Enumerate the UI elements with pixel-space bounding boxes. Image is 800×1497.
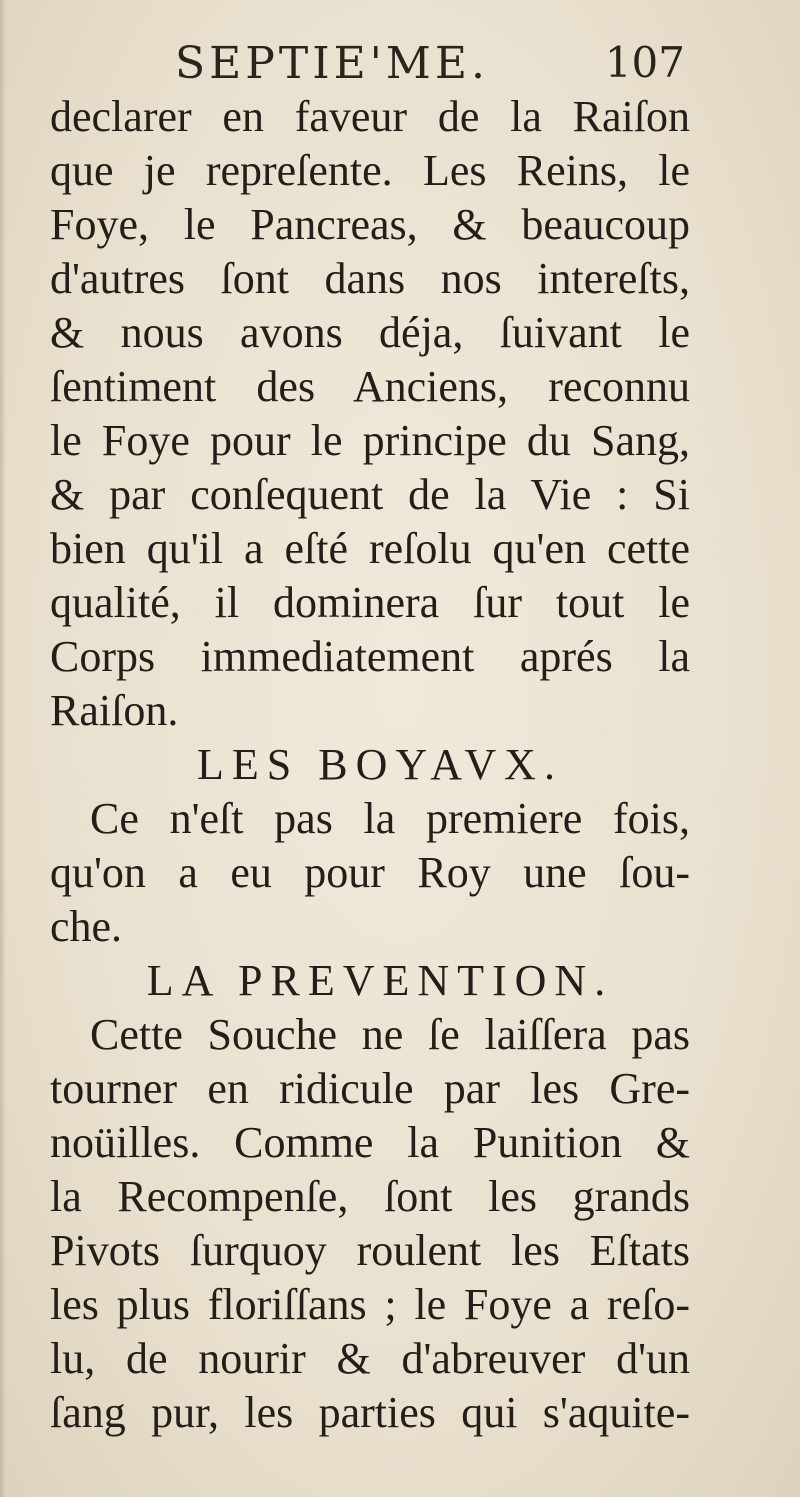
text-line: declarer en faveur de la Raiſon [50,92,690,141]
section-heading-boyaux: LES BOYAVX. [197,740,563,789]
text-line: Pivots ſurquoy roulent les Eſtats [50,1226,690,1275]
text-line: d'autres ſont dans nos intereſts, [50,254,690,303]
page-number: 107 [604,38,685,87]
text-line: que je repreſente. Les Reins, le [50,146,690,195]
text-line: le Foye pour le principe du Sang, [50,416,690,465]
text-line: bien qu'il a eſté reſolu qu'en cette [50,524,690,573]
text-line: Ce n'eſt pas la premiere fois, [90,794,690,843]
text-line: Cette Souche ne ſe laiſſera pas [90,1010,690,1059]
text-line: ſentiment des Anciens, reconnu [50,362,690,411]
text-line: qu'on a eu pour Roy une ſou- [50,848,690,897]
running-head: SEPTIE'ME. [175,38,489,89]
text-line: Raiſon. [50,686,179,735]
text-line: ſang pur, les parties qui s'aquite- [50,1388,690,1437]
text-line: tourner en ridicule par les Gre- [50,1064,690,1113]
text-line: Foye, le Pancreas, & beaucoup [50,200,690,249]
text-line: noüilles. Comme la Punition & [50,1118,690,1167]
text-line: les plus floriſſans ; le Foye a reſo- [50,1280,690,1329]
text-line: che. [50,902,123,951]
section-heading-prevention: LA PREVENTION. [146,956,614,1005]
text-line: la Recompenſe, ſont les grands [50,1172,690,1221]
text-line: & nous avons déja, ſuivant le [50,308,690,357]
text-line: qualité, il dominera ſur tout le [50,578,690,627]
text-line: Corps immediatement aprés la [50,632,690,681]
page-header [175,38,685,98]
text-line: lu, de nourir & d'abreuver d'un [50,1334,690,1383]
text-line: & par conſequent de la Vie : Si [50,470,690,519]
text-block [50,90,690,1440]
page-edge-shadow [0,0,6,1497]
